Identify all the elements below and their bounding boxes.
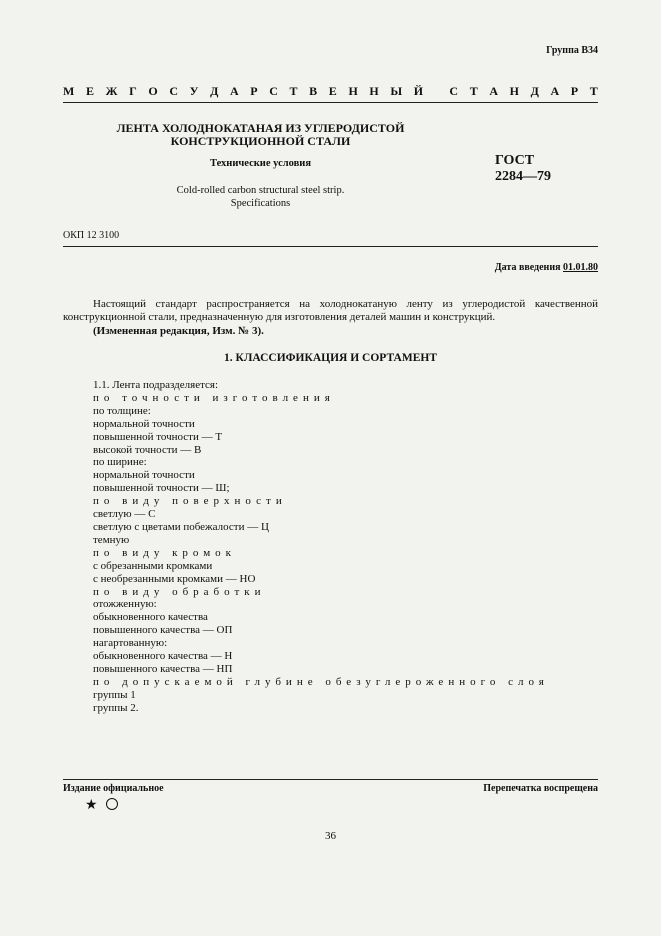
interstate-letter: Й	[413, 84, 424, 98]
list-item: повышенной точности — Ш;	[93, 482, 230, 495]
circle-icon	[106, 798, 118, 810]
list-item: с необрезанными кромками — НО	[93, 572, 256, 585]
title-line-1: ЛЕНТА ХОЛОДНОКАТАНАЯ ИЗ УГЛЕРОДИСТОЙ	[116, 121, 405, 135]
interstate-letter: Д	[210, 84, 219, 98]
document-subtitle: Технические условия	[209, 158, 312, 169]
interstate-letter: Т	[469, 84, 478, 98]
page-number: 36	[325, 830, 336, 842]
list-item: нормальной точности	[93, 469, 195, 482]
interstate-letter: Г	[129, 84, 137, 98]
interstate-letter: Ы	[390, 84, 403, 98]
interstate-letter: Д	[530, 84, 539, 98]
english-title-line-1: Cold-rolled carbon structural steel strip.	[176, 185, 345, 196]
list-item: группы 2.	[93, 701, 139, 714]
footer-rule	[63, 779, 598, 780]
list-item: светлую — С	[93, 508, 156, 521]
amendment-note: (Измененная редакция, Изм. № 3).	[93, 325, 264, 337]
interstate-letter: А	[550, 84, 560, 98]
english-title	[63, 184, 458, 210]
interstate-letter: Е	[85, 84, 94, 98]
list-item: обыкновенного качества	[93, 611, 208, 624]
classification-list	[93, 379, 549, 715]
interstate-letter: Р	[570, 84, 579, 98]
list-item: повышенного качества — ОП	[93, 624, 233, 637]
section-title: 1. КЛАССИФИКАЦИЯ И СОРТАМЕНТ	[223, 352, 437, 364]
list-item: по толщине:	[93, 404, 151, 417]
document-title	[63, 122, 458, 148]
interstate-letter: С	[269, 84, 278, 98]
list-item: по допускаемой глубине обезуглероженного слоя	[93, 675, 549, 688]
group-code: Группа В34	[546, 45, 598, 56]
introduction-date	[495, 262, 598, 273]
star-icon: ★	[85, 798, 98, 813]
footer-marks	[85, 798, 118, 814]
okp-code: ОКП 12 3100	[63, 230, 120, 241]
interstate-letter: Н	[348, 84, 358, 98]
list-item: темную	[93, 533, 130, 546]
header-rule	[63, 102, 598, 103]
list-item: группы 1	[93, 688, 136, 701]
interstate-letter: Т	[289, 84, 298, 98]
interstate-letter: С	[169, 84, 178, 98]
list-item: 1.1. Лента подразделяется:	[93, 379, 219, 391]
list-item: обыкновенного качества — Н	[93, 650, 233, 663]
list-item: светлую с цветами побежалости — Ц	[93, 520, 269, 533]
interstate-letter: А	[489, 84, 498, 98]
interstate-letter: М	[63, 84, 75, 98]
interstate-letter: В	[309, 84, 318, 98]
list-item: повышенной точности — Т	[93, 430, 223, 443]
interstate-letter: Е	[328, 84, 337, 98]
gost-label: ГОСТ	[495, 153, 535, 168]
english-title-line-2: Specifications	[230, 198, 291, 209]
gost-designation	[495, 153, 551, 185]
interstate-letter: Т	[589, 84, 598, 98]
list-item: с обрезанными кромками	[93, 559, 213, 572]
introduction-date-label: Дата введения	[494, 262, 561, 273]
interstate-letter: Р	[250, 84, 258, 98]
reprint-prohibited-label: Перепечатка воспрещена	[483, 783, 598, 794]
official-edition-label: Издание официальное	[63, 783, 164, 794]
interstate-letter: О	[148, 84, 158, 98]
interstate-letter: А	[229, 84, 239, 98]
list-item: отожженную:	[93, 598, 157, 611]
introduction-date-value: 01.01.80	[563, 262, 598, 273]
interstate-letter: У	[189, 84, 199, 98]
interstate-standard-heading	[63, 84, 598, 99]
list-item: по точности изготовления	[93, 391, 335, 404]
list-item: нагартованную:	[93, 637, 168, 650]
list-item: по виду обработки	[93, 585, 266, 598]
interstate-letter	[435, 84, 438, 99]
gost-number: 2284—79	[495, 169, 551, 184]
okp-rule	[63, 246, 598, 247]
list-item: по ширине:	[93, 456, 147, 469]
list-item: нормальной точности	[93, 417, 195, 430]
list-item: по виду поверхности	[93, 495, 287, 508]
title-line-2: КОНСТРУКЦИОННОЙ СТАЛИ	[170, 134, 351, 148]
interstate-letter: Н	[369, 84, 379, 98]
scope-paragraph: Настоящий стандарт распространяется на холоднокатаную ленту из углеродистой качественной конструкционной стали, предназначенную для изготовления деталей машин и конструкций.	[63, 298, 598, 323]
interstate-letter: Ж	[105, 84, 118, 98]
list-item: повышенного качества — НП	[93, 662, 233, 675]
interstate-letter: Н	[509, 84, 519, 98]
interstate-letter: С	[449, 84, 459, 98]
list-item: высокой точности — В	[93, 443, 202, 456]
list-item: по виду кромок	[93, 546, 237, 559]
